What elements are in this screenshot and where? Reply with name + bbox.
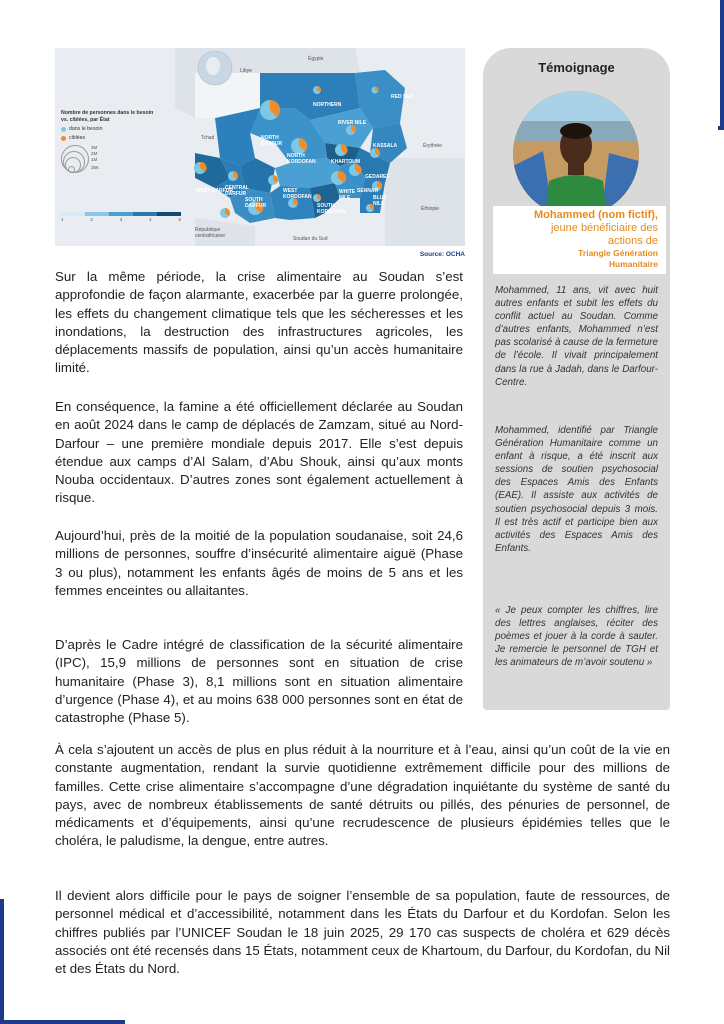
paragraph: Aujourd’hui, près de la moitié de la population soudanaise, soit 24,6 millions de personnes, souffre d’insécurité alimentaire aiguë (Phase 3 ou plus), notamment les enfants âgés de moins de 5 ans et les femmes enceintes ou allaitantes. <box>55 528 463 598</box>
state-label: SOUTH KORDOFAN <box>317 203 346 215</box>
state-label: NORTH DARFUR <box>261 135 283 147</box>
state-label: BLUE NILE <box>373 195 387 207</box>
caption-name: Mohammed (nom fictif), <box>533 209 658 221</box>
paragraph: Sur la même période, la crise alimentaire au Soudan s’est approfondie de façon alarmante, exacerbée par la guerre prolongée, les effets du changement climatique tels que les sécheresses et les inondations, la destruction des infrastructures agricoles, les déplacements massifs de population, ainsi qu’un accès humanitaire limité. <box>55 269 463 376</box>
state-label: KHARTOUM <box>331 159 361 165</box>
scale-number: 5 <box>178 217 181 222</box>
sidebar-quote: « Je peux compter les chiffres, lire des lettres anglaises, réciter des poèmes et jouer à la corde à sauter. Je remercie le personnel de TGH et les animateurs de m’avoir soutenu » <box>495 605 658 669</box>
state-label: KASSALA <box>373 143 398 149</box>
sidebar-paragraph: Mohammed, 11 ans, vit avec huit autres enfants et subit les effets du conflit actuel au Soudan. Comme d’autres enfants, Mohammed n’est pas scolarisé à cause de la fermeture de l’école. Il vivait principalement dans la rue à Jadah, dans le Darfour-Centre. <box>495 285 658 388</box>
country-label: Tchad <box>201 135 215 141</box>
paragraph: Il devient alors difficile pour le pays de soigner l’ensemble de sa population, faute de ressources, de personnel médical et d’accessibilité, notamment dans les États du Darfour et du Kordofan. Selon les chiffres publiés par l’UNICEF Soudan le 18 juin 2025, 29 170 cas suspects de choléra et 629 décès associés ont été recensés dans 15 États, notamment ceux de Khartoum, du Darfour, du Kordofan, du Nil et des États du Nord. <box>55 888 670 977</box>
state-label: SOUTH DARFUR <box>245 197 267 209</box>
corner-decoration-top-right <box>718 0 724 130</box>
paragraph: À cela s’ajoutent un accès de plus en plus réduit à la nourriture et à l’eau, ainsi qu’un coût de la vie en constante augmentation, rendant la survie quotidienne extrêmement difficile pour des millions de familles. Cette crise alimentaire s’accompagne d’une dégradation inquiétante du système de santé du pays, avec de nombreux établissements de santé détruits ou pillés, des pénuries de personnel, de médicaments et d’équipements, ainsi qu’une recrudescence de plusieurs épidémies telles que le choléra, le paludisme, la dengue, entre autres. <box>55 742 670 849</box>
legend-need-row <box>61 126 161 132</box>
caption-organization: Triangle Génération <box>578 248 658 258</box>
photo-caption <box>493 206 666 274</box>
target-dot-icon <box>61 136 66 141</box>
need-dot-icon <box>61 127 66 132</box>
caption-subtitle: actions de <box>607 235 658 247</box>
caption-organization: Humanitaire <box>608 259 658 269</box>
sidebar-title: Témoignage <box>538 60 615 75</box>
testimony-sidebar <box>483 48 670 710</box>
country-label: Éthiopie <box>421 206 440 212</box>
ipc-scale <box>61 212 181 222</box>
scale-number: 1 <box>61 217 64 222</box>
scale-number: 3 <box>119 217 123 222</box>
size-circle-icon <box>68 166 75 173</box>
state-label: WEST KORDOFAN <box>283 188 312 200</box>
state-label: WEST DARFUR <box>196 188 233 194</box>
country-label: République centrafricaine <box>195 227 226 239</box>
caption-subtitle: jeune bénéficiaire des <box>550 222 658 234</box>
state-label: RIVER NILE <box>338 120 367 126</box>
country-label: Égypte <box>308 56 324 62</box>
size-legend-label: 2M <box>91 151 98 156</box>
paragraph: D’après le Cadre intégré de classification de la sécurité alimentaire (IPC), 15,9 millions de personnes sont en situation de crise humanitaire (Phase 3), 8,1 millions sont en situation alimentaire d’urgence (Phase 4), et au moins 638 000 personnes sont en état de catastrophe (Phase 5). <box>55 637 463 726</box>
state-label: SENNAR <box>357 188 379 194</box>
map-source: Source: OCHA <box>419 251 465 258</box>
legend-need-label: dans le besoin <box>69 126 103 132</box>
size-legend-label: 3M <box>91 145 98 150</box>
legend-title: Nombre de personnes dans le besoin vs. ciblées, par État <box>61 110 154 123</box>
scale-number: 2 <box>90 217 93 222</box>
country-label: Érythrée <box>423 143 442 149</box>
portrait-photo <box>513 91 639 217</box>
sidebar-paragraph: Mohammed, identifié par Triangle Génération Humanitaire comme un enfant à risque, a été inscrit aux sessions de soutien psychosocial des Espaces Amis des Enfants (EAE). Il assiste aux activités de soutien psychosocial depuis 3 mois. Il est très actif et participe bien aux activités des Espaces Amis des Enfants. <box>495 425 658 554</box>
state-label: GEDAREF <box>365 174 390 180</box>
size-legend-label: 1M <box>91 157 98 162</box>
state-label: NORTH KORDOFAN <box>287 153 316 165</box>
scale-number: 4 <box>149 217 152 222</box>
legend-target-label: ciblées <box>69 135 86 141</box>
state-label: RED SEA <box>391 94 414 100</box>
size-legend <box>61 145 161 175</box>
legend-target-row <box>61 135 161 141</box>
state-label: CENTRAL DARFUR <box>225 185 249 197</box>
paragraph: En conséquence, la famine a été officiellement déclarée au Soudan en août 2024 dans le camp de déplacés de Zamzam, situé au Nord-Darfour – une première mondiale depuis 2017. Elle s’est depuis étendue aux camps d’Al Salam, d’Abu Shouk, ainsi qu’aux monts Nouba occidentaux. D’autres zones sont également actuellement à risque. <box>55 399 463 506</box>
state-label: WHITE NILE <box>339 189 356 201</box>
sudan-map <box>55 48 465 246</box>
map-legend <box>61 110 161 175</box>
country-label: Soudan du Sud <box>293 236 328 242</box>
state-label: NORTHERN <box>313 102 342 108</box>
size-legend-label: 35K <box>91 165 100 170</box>
country-label: Libye <box>240 68 252 74</box>
